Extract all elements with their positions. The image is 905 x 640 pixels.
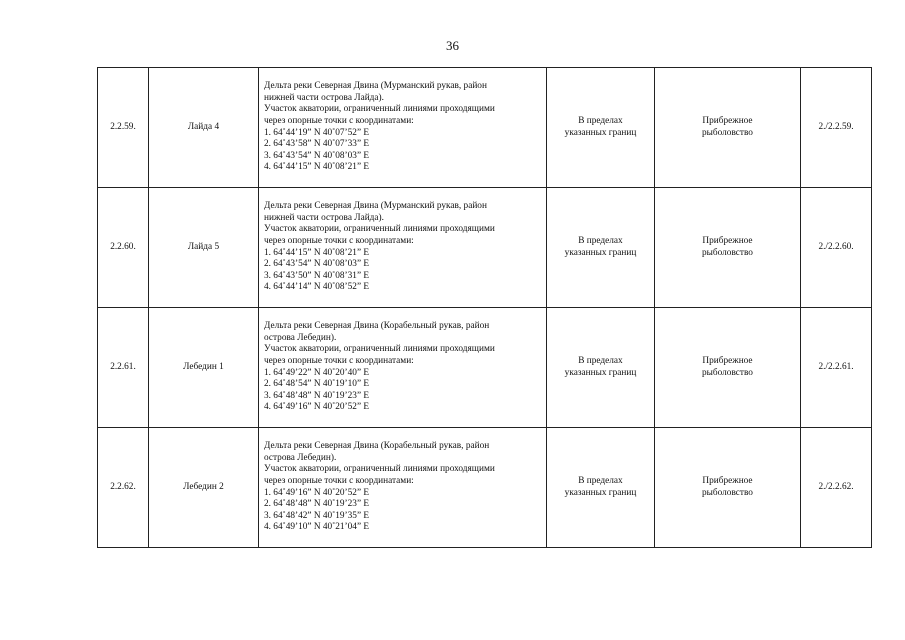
usage-type-cell — [655, 308, 801, 428]
usage-type-line: рыболовство — [702, 367, 753, 378]
description-line: нижней части острова Лайда). — [264, 92, 384, 103]
description-line: Участок акватории, ограниченный линиями проходящими — [264, 224, 495, 235]
usage-type-line: рыболовство — [702, 487, 753, 498]
row-number-cell: 2.2.60. — [98, 188, 149, 308]
description-line: нижней части острова Лайда). — [264, 212, 384, 223]
coordinate-point: 3. 64˚48’48” N 40˚19’23” E — [264, 390, 370, 401]
table-row — [98, 428, 872, 548]
area-description-cell — [259, 188, 547, 308]
description-line: Дельта реки Северная Двина (Мурманский рукав, район — [264, 201, 487, 212]
coordinate-point: 2. 64˚48’48” N 40˚19’23” E — [264, 499, 370, 510]
description-line: Дельта реки Северная Двина (Мурманский рукав, район — [264, 81, 487, 92]
area-name-cell: Лебедин 2 — [149, 428, 259, 548]
coordinate-point: 4. 64˚44’15” N 40˚08’21” E — [264, 162, 370, 173]
boundaries-cell — [547, 308, 655, 428]
description-line: Дельта реки Северная Двина (Корабельный рукав, район — [264, 321, 490, 332]
usage-type-line: Прибрежное — [702, 475, 753, 486]
table-row — [98, 68, 872, 188]
description-line: Дельта реки Северная Двина (Корабельный рукав, район — [264, 441, 490, 452]
boundaries-cell — [547, 68, 655, 188]
fishing-areas-table — [97, 67, 872, 548]
boundaries-cell — [547, 188, 655, 308]
boundaries-line: указанных границ — [564, 247, 637, 258]
usage-type-line: Прибрежное — [702, 115, 753, 126]
table-row — [98, 308, 872, 428]
coordinate-point: 3. 64˚48’42” N 40˚19’35” E — [264, 510, 370, 521]
coordinate-point: 4. 64˚44’14” N 40˚08’52” E — [264, 282, 370, 293]
boundaries-line: В пределах — [578, 235, 623, 246]
boundaries-line: В пределах — [578, 355, 623, 366]
usage-type-line: Прибрежное — [702, 235, 753, 246]
coordinate-point: 1. 64˚49’16” N 40˚20’52” E — [264, 487, 370, 498]
reference-cell: 2./2.2.59. — [801, 68, 872, 188]
coordinate-point: 4. 64˚49’10” N 40˚21’04” E — [264, 522, 370, 533]
area-name-cell: Лебедин 1 — [149, 308, 259, 428]
row-number-cell: 2.2.59. — [98, 68, 149, 188]
coordinate-point: 1. 64˚49’22” N 40˚20’40” E — [264, 367, 370, 378]
area-name-cell: Лайда 5 — [149, 188, 259, 308]
coordinate-point: 3. 64˚43’54” N 40˚08’03” E — [264, 150, 370, 161]
coordinate-point: 2. 64˚43’58” N 40˚07’33” E — [264, 139, 370, 150]
area-description-cell — [259, 68, 547, 188]
reference-cell: 2./2.2.60. — [801, 188, 872, 308]
area-name-cell: Лайда 4 — [149, 68, 259, 188]
page-number: 36 — [446, 38, 459, 53]
row-number-cell: 2.2.62. — [98, 428, 149, 548]
usage-type-cell — [655, 428, 801, 548]
description-line: острова Лебедин). — [264, 452, 337, 463]
usage-type-cell — [655, 188, 801, 308]
boundaries-cell — [547, 428, 655, 548]
description-line: через опорные точки с координатами: — [264, 115, 414, 126]
description-line: Участок акватории, ограниченный линиями проходящими — [264, 104, 495, 115]
boundaries-line: В пределах — [578, 115, 623, 126]
coordinate-point: 4. 64˚49’16” N 40˚20’52” E — [264, 402, 370, 413]
usage-type-line: рыболовство — [702, 247, 753, 258]
boundaries-line: В пределах — [578, 475, 623, 486]
description-line: Участок акватории, ограниченный линиями проходящими — [264, 464, 495, 475]
coordinate-point: 3. 64˚43’50” N 40˚08’31” E — [264, 270, 370, 281]
reference-cell: 2./2.2.62. — [801, 428, 872, 548]
description-line: острова Лебедин). — [264, 332, 337, 343]
description-line: через опорные точки с координатами: — [264, 475, 414, 486]
usage-type-line: Прибрежное — [702, 355, 753, 366]
description-line: Участок акватории, ограниченный линиями проходящими — [264, 344, 495, 355]
usage-type-line: рыболовство — [702, 127, 753, 138]
boundaries-line: указанных границ — [564, 487, 637, 498]
boundaries-line: указанных границ — [564, 367, 637, 378]
area-description-cell — [259, 428, 547, 548]
coordinate-point: 2. 64˚43’54” N 40˚08’03” E — [264, 259, 370, 270]
description-line: через опорные точки с координатами: — [264, 355, 414, 366]
coordinate-point: 2. 64˚48’54” N 40˚19’10” E — [264, 379, 370, 390]
coordinate-point: 1. 64˚44’15” N 40˚08’21” E — [264, 247, 370, 258]
usage-type-cell — [655, 68, 801, 188]
reference-cell: 2./2.2.61. — [801, 308, 872, 428]
table-row — [98, 188, 872, 308]
description-line: через опорные точки с координатами: — [264, 235, 414, 246]
boundaries-line: указанных границ — [564, 127, 637, 138]
area-description-cell — [259, 308, 547, 428]
row-number-cell: 2.2.61. — [98, 308, 149, 428]
coordinate-point: 1. 64˚44’19” N 40˚07’52” E — [264, 127, 370, 138]
